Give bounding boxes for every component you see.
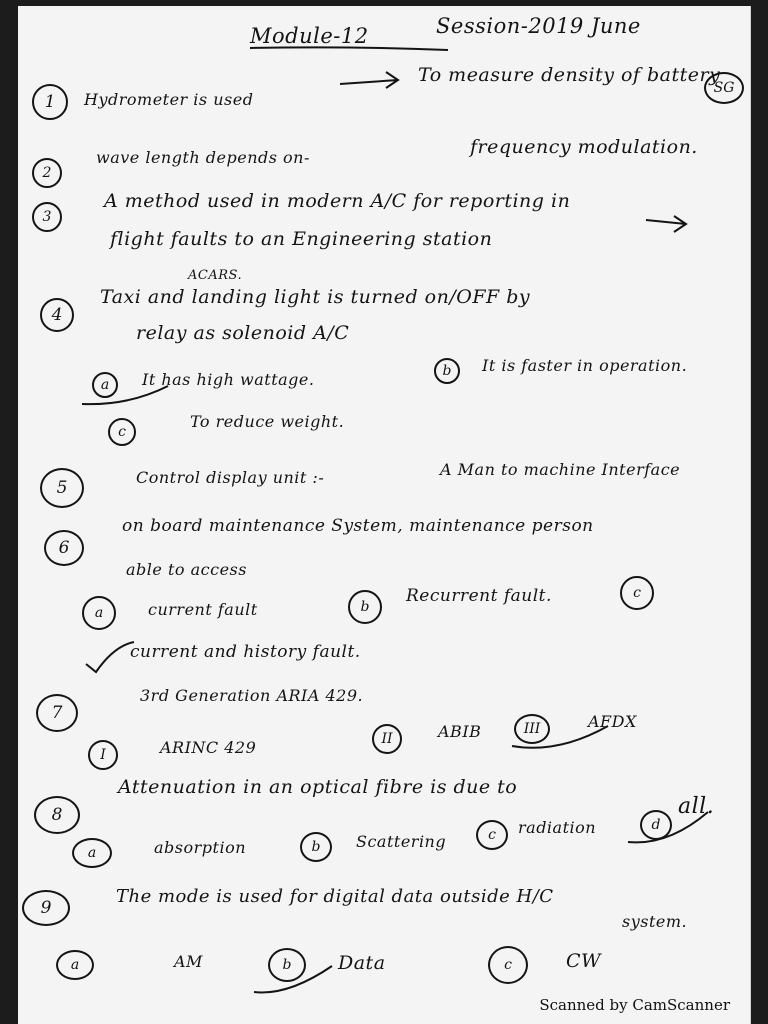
q8-opt-a-marker: a xyxy=(72,838,112,868)
q9-opt-a: AM xyxy=(174,952,203,971)
scanner-watermark: Scanned by CamScanner xyxy=(539,996,730,1014)
q8-text: Attenuation in an optical fibre is due to xyxy=(118,776,518,798)
q6-opt-a: current fault xyxy=(148,600,258,619)
q8-opt-a: absorption xyxy=(154,838,246,857)
q1-extra: SG xyxy=(704,72,744,104)
question-number-1: 1 xyxy=(32,84,68,120)
q6-line2: able to access xyxy=(126,560,247,579)
q6-opt-a-marker: a xyxy=(82,596,116,630)
tick-mark-icon xyxy=(512,726,608,748)
q9-text2: system. xyxy=(622,912,688,931)
q6-line1: on board maintenance System, maintenance person xyxy=(122,516,594,536)
q4-line2: relay as solenoid A/C xyxy=(136,322,350,344)
q6-opt-b: Recurrent fault. xyxy=(406,586,552,606)
q9-opt-b-marker: b xyxy=(268,948,306,982)
q4-opt-a: It has high wattage. xyxy=(142,370,315,389)
q4-line1: Taxi and landing light is turned on/OFF by xyxy=(100,286,531,308)
question-number-2: 2 xyxy=(32,158,62,188)
q7-opt-i-marker: I xyxy=(88,740,118,770)
q9-opt-c-marker: c xyxy=(488,946,528,984)
q8-opt-b: Scattering xyxy=(356,832,447,851)
question-number-9: 9 xyxy=(22,890,70,926)
q6-opt-c: current and history fault. xyxy=(130,642,361,662)
notebook-page xyxy=(18,6,751,1024)
session-title: Session-2019 June xyxy=(436,14,641,38)
q4-opt-b-marker: b xyxy=(434,358,460,384)
q7-opt-iii: AFDX xyxy=(588,712,637,731)
tick-mark-icon xyxy=(86,642,134,672)
q4-opt-a-marker: a xyxy=(92,372,118,398)
q1-answer: To measure density of battery xyxy=(418,64,721,86)
arrow-icon xyxy=(646,216,686,232)
q7-text: 3rd Generation ARIA 429. xyxy=(140,686,364,705)
q9-opt-a-marker: a xyxy=(56,950,94,980)
q4-opt-b: It is faster in operation. xyxy=(482,356,688,375)
tick-mark-icon xyxy=(254,966,332,992)
q6-opt-b-marker: b xyxy=(348,590,382,624)
tick-mark-icon xyxy=(628,812,708,842)
q8-opt-c: radiation xyxy=(518,818,597,837)
q4-opt-c: To reduce weight. xyxy=(190,412,345,431)
q9-opt-c: CW xyxy=(566,950,602,972)
q2-answer: frequency modulation. xyxy=(470,136,698,158)
q6-opt-c-marker: c xyxy=(620,576,654,610)
question-number-3: 3 xyxy=(32,202,62,232)
question-number-4: 4 xyxy=(40,298,74,332)
q8-opt-c-marker: c xyxy=(476,820,508,850)
q3-line2: flight faults to an Engineering station xyxy=(110,228,493,250)
q5-text: Control display unit :- xyxy=(136,468,325,487)
q3-line1: A method used in modern A/C for reporting in xyxy=(104,190,571,212)
q4-opt-c-marker: c xyxy=(108,418,136,446)
q8-opt-b-marker: b xyxy=(300,832,332,862)
module-title: Module-12 xyxy=(250,24,369,48)
pen-marks xyxy=(18,6,750,1024)
q9-opt-b: Data xyxy=(338,952,386,974)
q2-text: wave length depends on- xyxy=(96,148,310,167)
q7-opt-iii-marker: III xyxy=(514,714,550,744)
q7-opt-ii: ABIB xyxy=(438,722,482,741)
question-number-7: 7 xyxy=(36,694,78,732)
tick-mark-icon xyxy=(82,386,168,404)
question-number-6: 6 xyxy=(44,530,84,566)
header-underline xyxy=(250,47,448,50)
q7-opt-ii-marker: II xyxy=(372,724,402,754)
q7-opt-i: ARINC 429 xyxy=(160,738,257,757)
q5-answer: A Man to machine Interface xyxy=(440,460,681,479)
q3-answer: ACARS. xyxy=(188,268,243,283)
q9-text: The mode is used for digital data outside H/C xyxy=(116,886,554,907)
question-number-5: 5 xyxy=(40,468,84,508)
q8-opt-d-marker: d xyxy=(640,810,672,840)
arrow-icon xyxy=(340,72,398,88)
question-number-8: 8 xyxy=(34,796,80,834)
q1-text: Hydrometer is used xyxy=(84,90,254,109)
q8-opt-d: all. xyxy=(678,794,715,819)
